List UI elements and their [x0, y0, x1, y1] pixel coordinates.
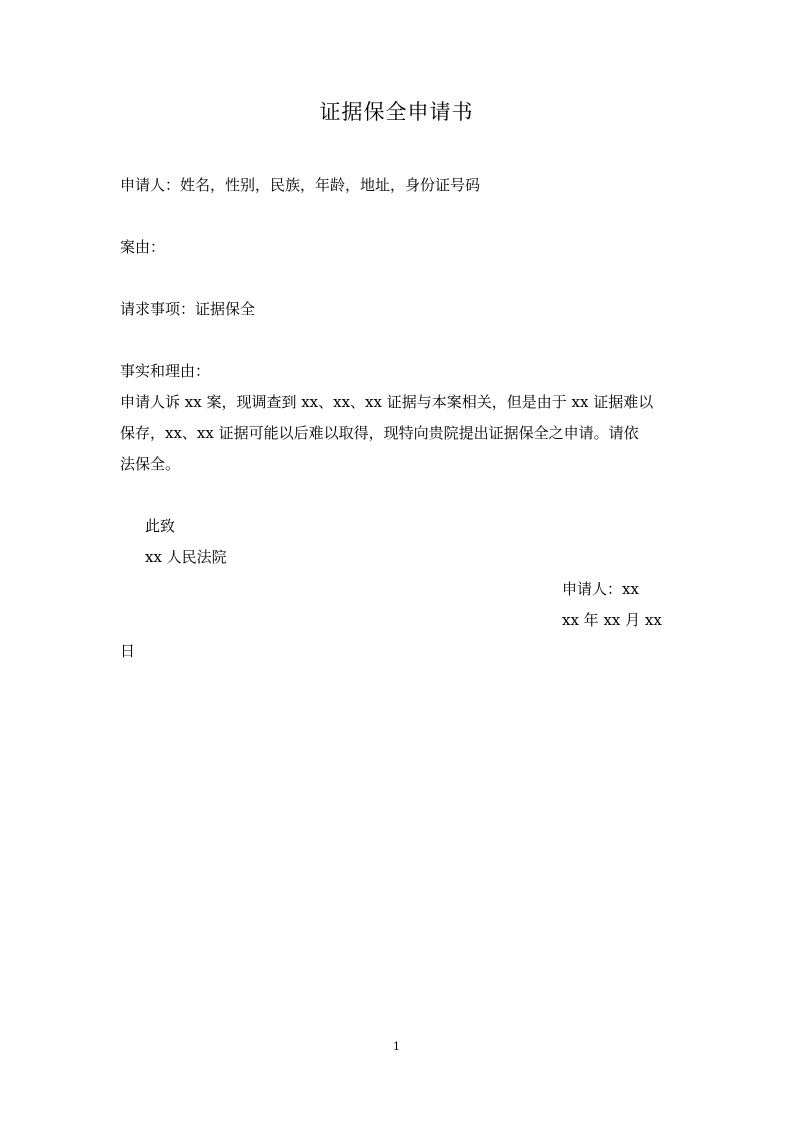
request-items: 请求事项：证据保全 [120, 300, 256, 318]
body-line: 保存，xx、xx 证据可能以后难以取得，现特向贵院提出证据保全之申请。请依 [120, 424, 639, 442]
signature: 申请人：xx [562, 580, 639, 598]
date-line: xx 年 xx 月 xx [562, 611, 662, 629]
facts-label: 事实和理由： [120, 362, 211, 380]
applicant-info: 申请人：姓名，性别，民族，年龄，地址，身份证号码 [120, 176, 481, 194]
cause-label: 案由： [120, 238, 166, 256]
greeting: 此致 [145, 517, 176, 535]
court-name: xx 人民法院 [145, 548, 227, 566]
document-title: 证据保全申请书 [319, 100, 474, 124]
page-number: 1 [393, 1040, 400, 1053]
body-line: 申请人诉 xx 案，现调查到 xx、xx、xx 证据与本案相关，但是由于 xx 证据难以 [120, 393, 654, 411]
body-line: 法保全。 [120, 455, 181, 473]
date-day: 日 [120, 642, 136, 660]
